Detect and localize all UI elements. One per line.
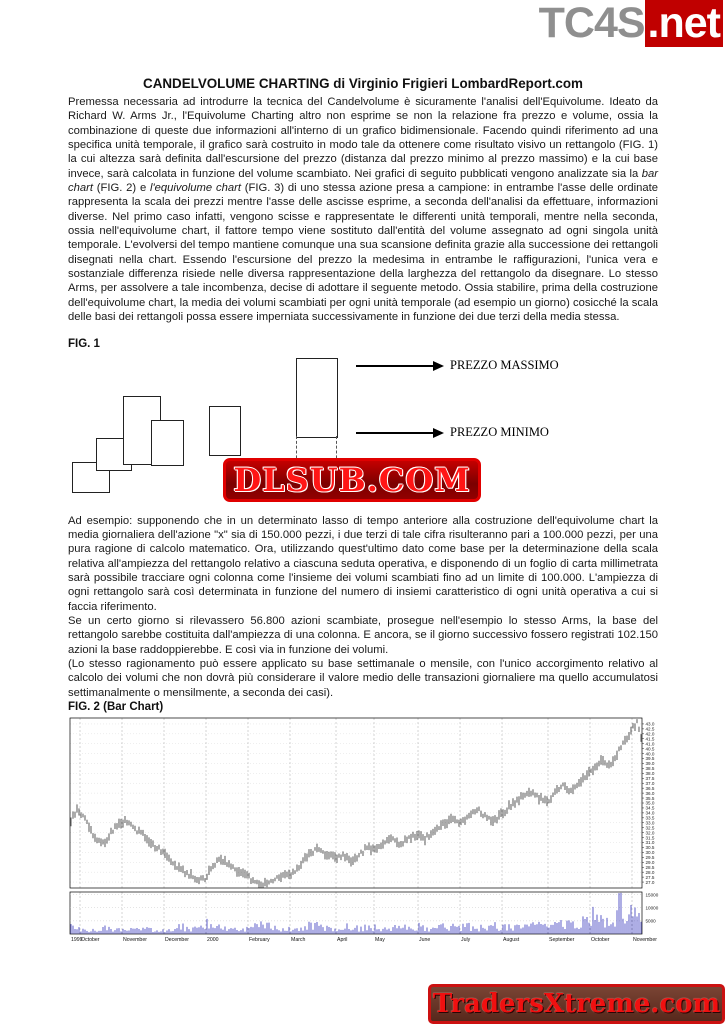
svg-text:28.5: 28.5 [645, 864, 655, 870]
dlsub-watermark-text: DLSUB.COM [233, 460, 471, 499]
fig2-label: FIG. 2 (Bar Chart) [68, 700, 164, 713]
svg-text:39.0: 39.0 [645, 761, 655, 767]
svg-text:5000: 5000 [645, 918, 656, 924]
article-body [68, 76, 658, 949]
svg-text:39.5: 39.5 [645, 756, 655, 762]
svg-text:33.5: 33.5 [645, 815, 655, 821]
svg-text:February: February [249, 936, 270, 943]
paragraph-1 [68, 95, 658, 325]
svg-text:40.0: 40.0 [645, 751, 655, 757]
svg-text:43.0: 43.0 [645, 721, 655, 727]
svg-text:October: October [591, 936, 610, 943]
tradersxtreme-banner [428, 984, 725, 1024]
svg-text:2000: 2000 [207, 936, 219, 943]
svg-text:30.5: 30.5 [645, 845, 655, 851]
svg-text:34.5: 34.5 [645, 805, 655, 811]
svg-text:May: May [375, 936, 385, 943]
price-min-label: PREZZO MINIMO [450, 424, 549, 439]
svg-text:July: July [461, 936, 471, 943]
svg-text:40.5: 40.5 [645, 746, 655, 752]
svg-text:32.5: 32.5 [645, 825, 655, 831]
svg-text:36.0: 36.0 [645, 790, 655, 796]
article-title: CANDELVOLUME CHARTING di Virginio Frigieri LombardReport.com [143, 76, 583, 91]
sample-rectangle [296, 358, 338, 438]
p1-seg0: Premessa necessaria ad introdurre la tecnica del Candelvolume è sicuramente l'analisi dell'Equivolume. Ideato da Richard W. Arms Jr., l'Equivolume Charting altro non esprime se non la relazione fra prezzo e volume, ossia la combinazione di queste due informazioni all'interno di un grafico bidimensionale. Facendo quindi riferimento ad una specifica unità temporale, il grafico sarà costruito in modo tale da ottenere come risultato visivo un rettangolo (FIG. 1) la cui altezza sarà definita dall'escursione del prezzo (distanza dal prezzo minimo al prezzo massimo) e la cui base invece, sarà calcolata in funzione del volume scambiato. Nei grafici di seguito pubblicati vengono analizzate sia la [68, 96, 658, 180]
svg-text:31.5: 31.5 [645, 835, 655, 841]
tc4s-logo-text: TC4S [538, 0, 645, 47]
tc4s-logo [539, 0, 723, 46]
svg-text:35.5: 35.5 [645, 795, 655, 801]
equivolume-box-5 [209, 406, 241, 456]
svg-text:41.0: 41.0 [645, 741, 655, 747]
svg-text:32.0: 32.0 [645, 830, 655, 836]
svg-text:November: November [123, 936, 147, 943]
fig1-label: FIG. 1 [68, 337, 100, 350]
svg-text:15000: 15000 [645, 892, 659, 898]
svg-text:29.5: 29.5 [645, 855, 655, 861]
fig1-diagram [68, 356, 658, 508]
svg-text:31.0: 31.0 [645, 840, 655, 846]
paragraph-4: (Lo stesso ragionamento può essere applicato su base settimanale o mensile, con l'unico accorgimento relativo al calcolo dei volumi che non dovrà più considerare il valore medio delle transazioni giornaliere ma quello accumulatosi settimanalmente o mensilmente, a seconda dei casi). [68, 657, 658, 699]
p1-italic-equivolume-chart: l'equivolume chart [149, 182, 241, 195]
svg-text:30.0: 30.0 [645, 850, 655, 856]
svg-text:29.0: 29.0 [645, 859, 655, 865]
price-min-arrow [356, 432, 434, 434]
svg-text:1999: 1999 [71, 936, 83, 943]
svg-text:April: April [337, 936, 348, 943]
price-max-arrow [356, 365, 434, 367]
equivolume-box-4 [151, 420, 184, 466]
svg-text:42.0: 42.0 [645, 731, 655, 737]
paragraph-2: Ad esempio: supponendo che in un determinato lasso di tempo anteriore alla costruzione dell'equivolume chart la media giornaliera dell'azione "x" sia di 150.000 pezzi, i due terzi di tale cifra risulteranno pari a 100.000 pezzi, per una pura ragione di calcolo matematico. Ora, utilizzando quest'ultimo dato come base per la determinazione della scala relativa all'ampiezza del rettangolo relativo a ciascuna seduta operativa, e disponendo di un foglio di carta millimetrata sarà possibile tracciare ogni colonna come l'insieme dei volumi scambiati fino ad un limite di 100.000. L'ampiezza di ogni rettangolo sarà così determinata in funzione del numero di insiemi caratteristico di ogni unità operativa a cui si faccia riferimento. [68, 514, 658, 613]
svg-text:38.5: 38.5 [645, 766, 655, 772]
svg-text:September: September [549, 936, 575, 943]
svg-text:36.5: 36.5 [645, 785, 655, 791]
svg-text:37.0: 37.0 [645, 780, 655, 786]
svg-text:35.0: 35.0 [645, 800, 655, 806]
svg-text:37.5: 37.5 [645, 775, 655, 781]
svg-text:December: December [165, 936, 189, 943]
svg-text:November: November [633, 936, 657, 943]
svg-text:38.0: 38.0 [645, 771, 655, 777]
svg-text:August: August [503, 936, 520, 943]
p1-seg2: (FIG. 2) e [93, 182, 150, 195]
tradersxtreme-banner-text: TradersXtreme.com [432, 989, 721, 1019]
svg-text:33.0: 33.0 [645, 820, 655, 826]
fig2-bar-chart [68, 716, 658, 949]
svg-text:10000: 10000 [645, 905, 659, 911]
tc4s-logo-net: .net [645, 0, 723, 47]
svg-text:June: June [419, 936, 431, 943]
price-max-label: PREZZO MASSIMO [450, 357, 559, 372]
svg-text:October: October [81, 936, 100, 943]
svg-text:41.5: 41.5 [645, 736, 655, 742]
svg-text:34.0: 34.0 [645, 810, 655, 816]
svg-text:March: March [291, 936, 306, 943]
svg-text:28.0: 28.0 [645, 869, 655, 875]
dlsub-watermark [223, 458, 481, 502]
svg-text:27.0: 27.0 [645, 879, 655, 885]
svg-text:42.5: 42.5 [645, 726, 655, 732]
svg-text:27.5: 27.5 [645, 874, 655, 880]
p1-italic-bar-chart: bar chart [68, 167, 658, 195]
paragraph-3: Se un certo giorno si rilevassero 56.800 azioni scambiate, prosegue nell'esempio lo stesso Arms, la base del rettangolo sarebbe costituita dall'ampiezza di una colonna. E ancora, se il giorno successivo fossero registrati 102.150 azioni la base raddoppierebbe. E così via in funzione dei volumi. [68, 614, 658, 656]
p1-seg4: (FIG. 3) di uno stessa azione presa a campione: in entrambe l'asse delle ordinate rappresenta la scala dei prezzi mentre l'asse delle ascisse esprime, a seconda dell'analisi da effettuare, informazioni diverse. Nel primo caso infatti, vengono scisse e rappresentate le differenti unità temporali, mentre nella seconda, ossia nell'equivolume chart, il fattore tempo viene sostituto dall'entità del volume assegnato ad ogni singola unità temporale. L'evolversi del tempo mantiene comunque una sua scansione definita grazie alla successione dei rettangoli disegnati nella chart. Essendo l'escursione del prezzo la medesima in entrambe le raffigurazioni, l'unica vera e sostanziale differenza risiede nelle diversa rappresentazione della larghezza del rettangolo da disegnare. Lo stesso Arms, per assolvere a tale incombenza, decise di adottare il seguente metodo. Ossia stabilire, prima della costruzione dell'equivolume chart, la media dei volumi scambiati per ogni unità temporale (ad esempio un giorno) cosicché la scala delle basi dei rettangoli possa essere imperniata successivamente in funzione dei due terzi della media stessa. [68, 182, 658, 324]
